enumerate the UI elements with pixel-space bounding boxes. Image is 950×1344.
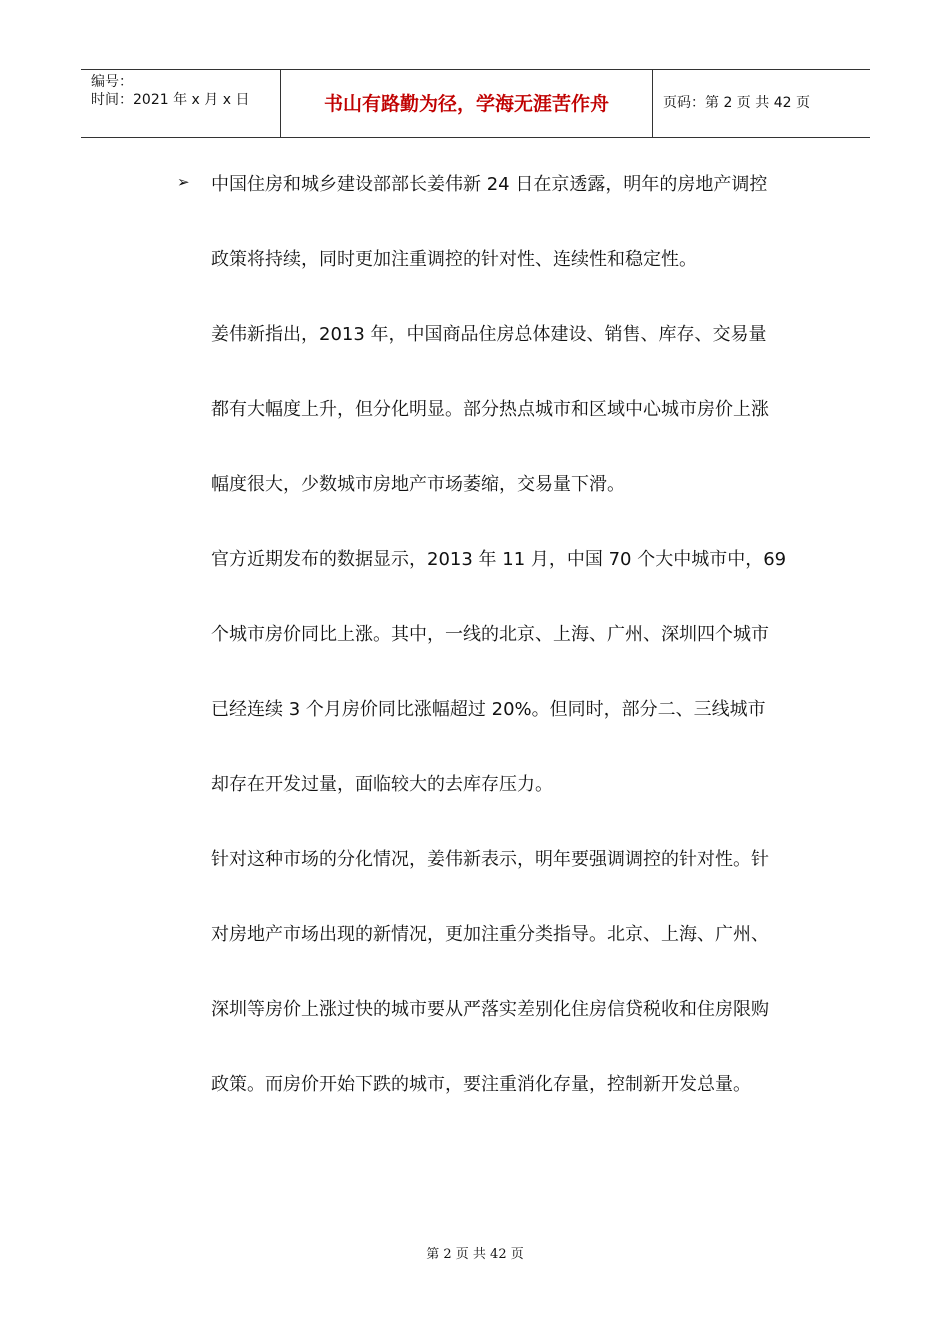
text-line: 政策。而房价开始下跌的城市，要注重消化存量，控制新开发总量。: [211, 1074, 751, 1095]
header-page-cell: [653, 70, 870, 137]
text-line: 深圳等房价上涨过快的城市要从严落实差别化住房信贷税收和住房限购: [211, 999, 769, 1020]
text-line: 官方近期发布的数据显示，2013 年 11 月，中国 70 个大中城市中，69: [211, 549, 787, 570]
text-line: 却存在开发过量，面临较大的去库存压力。: [211, 774, 553, 795]
text-line: 个城市房价同比上涨。其中，一线的北京、上海、广州、深圳四个城市: [211, 624, 769, 645]
paragraph: [211, 540, 821, 805]
text-line: 针对这种市场的分化情况，姜伟新表示，明年要强调调控的针对性。针: [211, 849, 769, 870]
document-header: [81, 69, 870, 138]
paragraph: [211, 165, 821, 280]
text-line: 都有大幅度上升，但分化明显。部分热点城市和区域中心城市房价上涨: [211, 399, 769, 420]
header-info-cell: [81, 70, 281, 137]
header-motto-cell: [281, 70, 653, 137]
text-line: 对房地产市场出现的新情况，更加注重分类指导。北京、上海、广州、: [211, 924, 769, 945]
paragraph: [211, 315, 821, 505]
motto: 书山有路勤为径，学海无涯苦作舟: [323, 93, 609, 115]
text-line: 已经连续 3 个月房价同比涨幅超过 20%。但同时，部分二、三线城市: [211, 699, 766, 720]
header-page-info: 页码：第 2 页 共 42 页: [663, 95, 810, 111]
page-footer: 第 2 页 共 42 页: [426, 1247, 524, 1262]
text-line: 政策将持续，同时更加注重调控的针对性、连续性和稳定性。: [211, 249, 697, 270]
paragraph: [211, 840, 821, 1105]
text-line: 中国住房和城乡建设部部长姜伟新 24 日在京透露，明年的房地产调控: [211, 174, 768, 195]
document-body: [211, 165, 821, 1140]
text-line: 姜伟新指出，2013 年，中国商品住房总体建设、销售、库存、交易量: [211, 324, 767, 345]
bullet-arrow-icon: ➢: [177, 173, 190, 191]
text-line: 幅度很大，少数城市房地产市场萎缩，交易量下滑。: [211, 474, 625, 495]
document-number: 编号：: [91, 74, 133, 90]
document-date: 时间：2021 年 x 月 x 日: [91, 92, 250, 108]
